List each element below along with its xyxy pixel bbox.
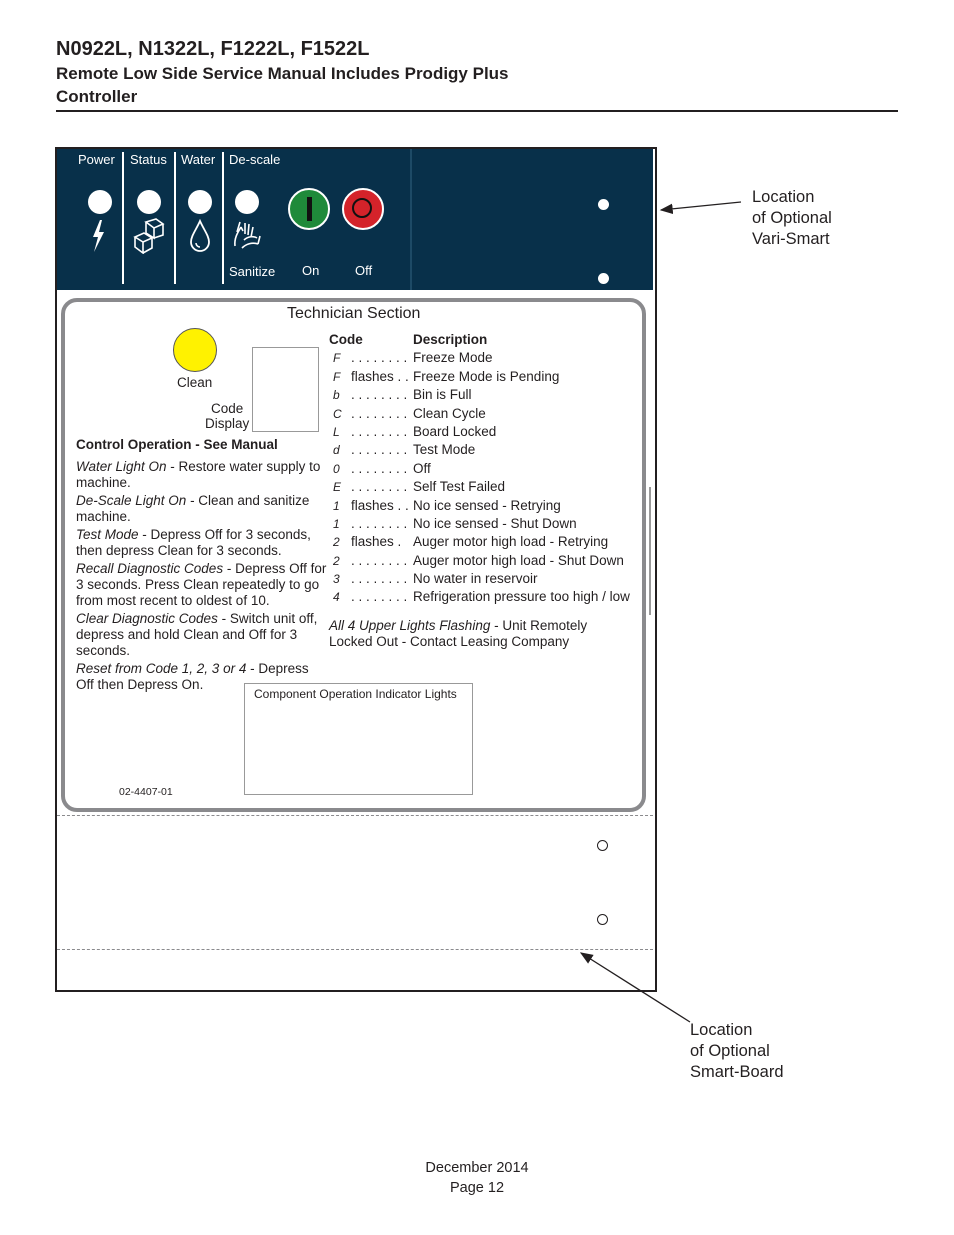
code-leader: flashes . . bbox=[351, 368, 409, 384]
code-description: No water in reservoir bbox=[413, 571, 538, 587]
clean-label: Clean bbox=[177, 375, 213, 390]
instruction: Water Light On - Restore water supply to machine. bbox=[76, 459, 321, 490]
technician-section-title: Technician Section bbox=[287, 305, 421, 322]
code-description: Refrigeration pressure too high / low bbox=[413, 589, 630, 605]
code-description: Clean Cycle bbox=[413, 405, 486, 421]
instruction: Recall Diagnostic Codes - Depress Off for 3 seconds. Press Clean repeatedly to go from most recent to oldest of 10. bbox=[76, 561, 327, 608]
on-label: On bbox=[302, 263, 320, 278]
code-leader: . . . . . . . . bbox=[351, 552, 408, 568]
footer-page-number: Page 12 bbox=[449, 1180, 505, 1196]
instruction: Test Mode - Depress Off for 3 seconds, then depress Clean for 3 seconds. bbox=[76, 527, 311, 558]
label-power: Power bbox=[78, 152, 115, 167]
code-description: Off bbox=[413, 460, 431, 476]
component-indicator-label: Component Operation Indicator Lights bbox=[254, 687, 457, 701]
code-symbol: 0 bbox=[333, 461, 340, 476]
vari-smart-callout: Location of Optional Vari-Smart bbox=[752, 188, 832, 248]
code-symbol: b bbox=[333, 388, 340, 403]
instruction: De-Scale Light On - Clean and sanitize machine. bbox=[76, 493, 310, 524]
flashing-note: All 4 Upper Lights Flashing - Unit Remotely bbox=[329, 617, 588, 633]
code-symbol: 3 bbox=[333, 572, 340, 587]
code-display-label: Display bbox=[205, 416, 250, 431]
instruction: Reset from Code 1, 2, 3 or 4 - Depress Off then Depress On. bbox=[76, 661, 309, 692]
code-leader: . . . . . . . . bbox=[351, 479, 408, 495]
control-operation-heading: Control Operation - See Manual bbox=[76, 437, 278, 452]
code-description: Bin is Full bbox=[413, 387, 472, 403]
label-status: Status bbox=[130, 152, 167, 167]
code-display-label: Code bbox=[211, 401, 244, 416]
code-leader: . . . . . . . . bbox=[351, 387, 408, 403]
instruction: Clear Diagnostic Codes - Switch unit off, depress and hold Clean and Off for 3 seconds. bbox=[76, 611, 318, 658]
code-leader: . . . . . . . . bbox=[351, 589, 408, 605]
code-leader: flashes . . bbox=[351, 497, 409, 513]
code-leader: . . . . . . . . bbox=[351, 423, 408, 439]
part-number: 02-4407-01 bbox=[119, 786, 173, 798]
code-description: Freeze Mode bbox=[413, 350, 493, 366]
smart-board-arrow bbox=[581, 953, 690, 1022]
footer-date: December 2014 bbox=[425, 1160, 529, 1176]
code-description: Auger motor high load - Shut Down bbox=[413, 552, 624, 568]
code-description: Board Locked bbox=[413, 423, 497, 439]
code-table-header: Code Description bbox=[329, 332, 488, 347]
code-symbol: F bbox=[333, 369, 341, 384]
code-leader: . . . . . . . . bbox=[351, 442, 408, 458]
code-symbol: E bbox=[333, 480, 342, 495]
code-description: No ice sensed - Retrying bbox=[413, 497, 561, 513]
code-symbol: F bbox=[333, 351, 341, 366]
code-symbol: 1 bbox=[333, 516, 340, 531]
code-leader: . . . . . . . . bbox=[351, 571, 408, 587]
document-subtitle: Remote Low Side Service Manual Includes Prodigy Plus bbox=[56, 64, 509, 83]
code-symbol: C bbox=[333, 406, 342, 421]
code-description: Self Test Failed bbox=[413, 479, 506, 495]
label-sanitize: Sanitize bbox=[229, 264, 276, 279]
code-leader: . . . . . . . . bbox=[351, 460, 408, 476]
code-description: Test Mode bbox=[413, 442, 476, 458]
flashing-note-line2: Locked Out - Contact Leasing Company bbox=[329, 633, 570, 649]
label-descale: De-scale bbox=[229, 152, 281, 167]
code-symbol: 2 bbox=[333, 553, 340, 568]
document-title: N0922L, N1322L, F1222L, F1522L bbox=[56, 38, 370, 60]
code-symbol: d bbox=[333, 443, 340, 458]
code-description: Freeze Mode is Pending bbox=[413, 368, 560, 384]
code-description: Auger motor high load - Retrying bbox=[413, 534, 609, 550]
code-leader: flashes . bbox=[351, 534, 402, 550]
code-symbol: 4 bbox=[333, 590, 340, 605]
code-symbol: 1 bbox=[333, 498, 340, 513]
code-symbol: 2 bbox=[333, 535, 340, 550]
vari-smart-arrow bbox=[661, 202, 741, 210]
code-leader: . . . . . . . . bbox=[351, 515, 408, 531]
smart-board-callout: Location of Optional Smart-Board bbox=[690, 1021, 784, 1081]
code-leader: . . . . . . . . bbox=[351, 405, 408, 421]
document-subtitle-line2: Controller bbox=[56, 87, 138, 106]
code-symbol: L bbox=[333, 424, 340, 439]
code-leader: . . . . . . . . bbox=[351, 350, 408, 366]
off-label: Off bbox=[355, 263, 373, 278]
label-water: Water bbox=[181, 152, 216, 167]
code-description: No ice sensed - Shut Down bbox=[413, 515, 577, 531]
